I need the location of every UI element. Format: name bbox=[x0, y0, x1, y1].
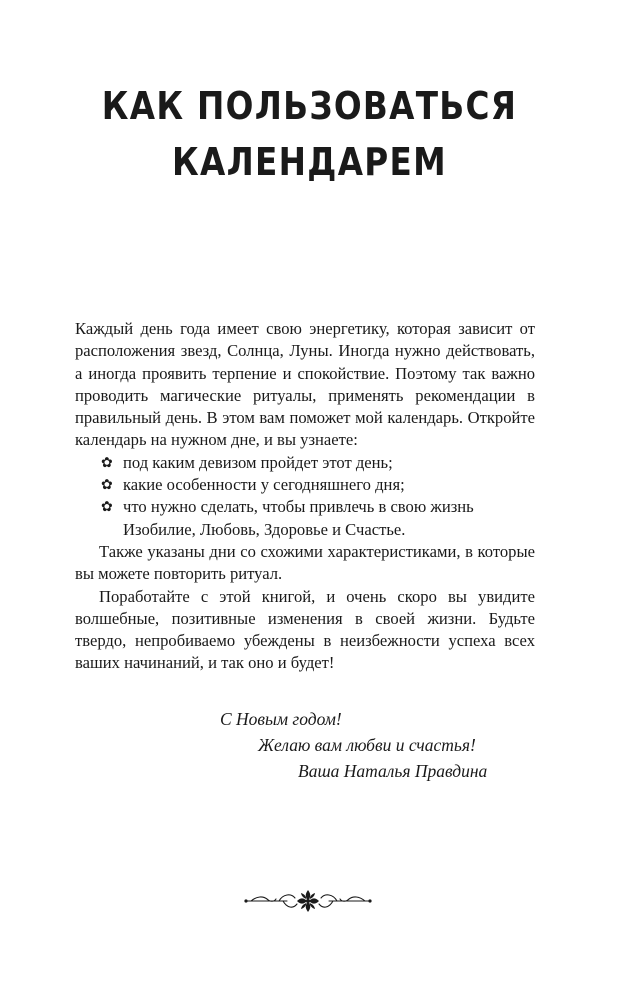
greeting-line: С Новым годом! bbox=[220, 709, 342, 729]
closing-paragraph: Поработайте с этой книгой, и очень скоро вы увидите волшебные, позитивные изменения в своей жизни. Будьте твердо, непробиваемо убеждены в неизбежности успеха всех ваших начинаний, и так оно и будет! bbox=[75, 586, 535, 673]
wish-line: Желаю вам любви и счастья! bbox=[258, 735, 476, 755]
signature-block bbox=[200, 706, 530, 784]
list-item bbox=[75, 474, 535, 496]
feature-list bbox=[75, 452, 535, 541]
flower-bullet-icon: ✿ bbox=[101, 499, 113, 516]
intro-paragraph: Каждый день года имеет свою энергетику, которая зависит от расположения звезд, Солнца, Луны. Иногда нужно действовать, а иногда проявить терпение и спокойствие. Поэтому так важно проводить магические ритуалы, применять рекомендации в правильный день. В этом вам поможет мой календарь. Откройте календарь на нужном дне, и вы узнаете: bbox=[75, 319, 535, 450]
list-item bbox=[75, 496, 535, 541]
list-item-text: под каким девизом пройдет этот день; bbox=[123, 452, 393, 472]
similar-days-paragraph: Также указаны дни со схожими характеристиками, в которые вы можете повторить ритуал. bbox=[75, 541, 535, 584]
title-line-1: КАК ПОЛЬЗОВАТЬСЯ bbox=[101, 84, 518, 128]
list-item bbox=[75, 452, 535, 474]
author-line: Ваша Наталья Правдина bbox=[298, 761, 488, 781]
decorative-flourish-icon bbox=[243, 886, 373, 916]
page-title bbox=[43, 78, 575, 190]
list-item-text: какие особенности у сегодняшнего дня; bbox=[123, 475, 405, 495]
list-item-text: что нужно сделать, чтобы привлечь в свою жизнь Изобилие, Любовь, Здоровье и Счастье. bbox=[123, 497, 474, 539]
flower-bullet-icon: ✿ bbox=[101, 454, 113, 471]
body-text bbox=[75, 318, 535, 675]
title-line-2: КАЛЕНДАРЕМ bbox=[172, 140, 447, 184]
flower-bullet-icon: ✿ bbox=[101, 477, 113, 494]
